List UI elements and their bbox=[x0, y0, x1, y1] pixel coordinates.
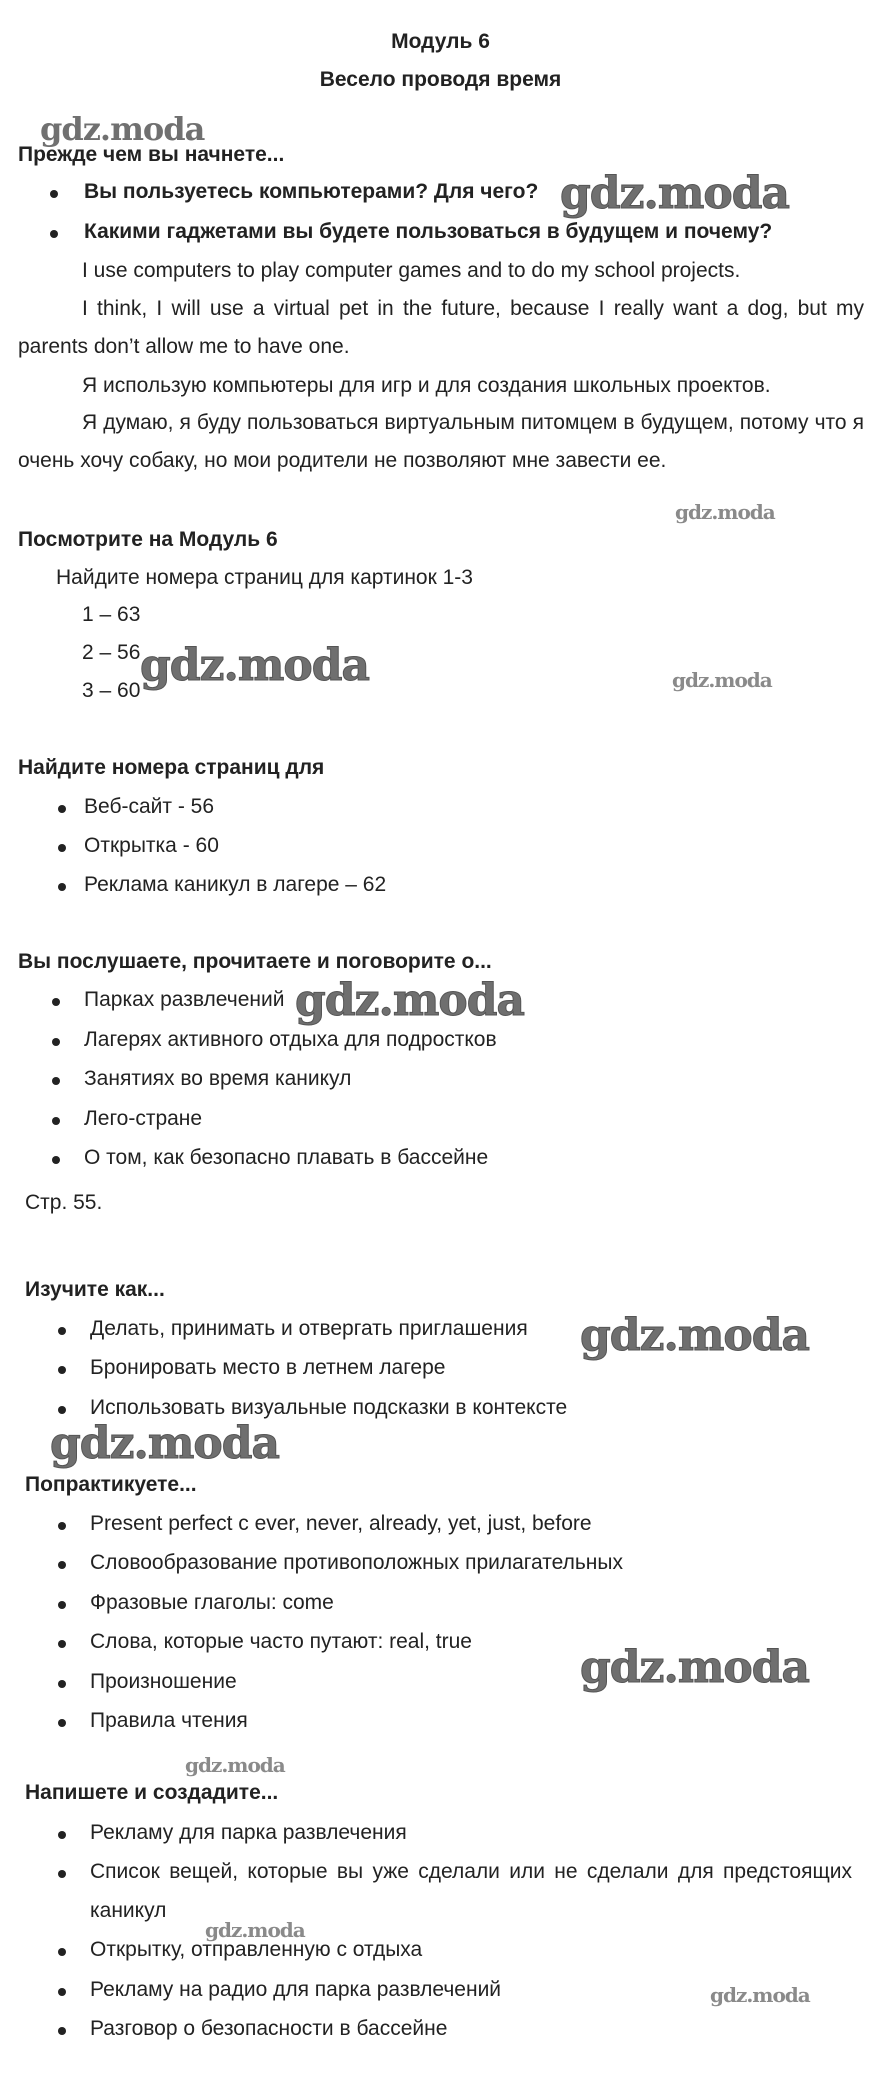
watermark-logo: gdz.moda bbox=[672, 668, 772, 692]
bullet-icon bbox=[58, 1522, 66, 1530]
watermark-logo: gdz.moda bbox=[580, 1310, 810, 1361]
bullet-icon bbox=[58, 1406, 66, 1414]
watermark-logo: gdz.moda bbox=[205, 1918, 305, 1942]
bullet-icon bbox=[58, 883, 66, 891]
answer-en-2: I think, I will use a virtual pet in the future, because I really want a dog, but my parents don’t allow me to have one. bbox=[18, 297, 864, 358]
watermark-logo: gdz.moda bbox=[580, 1642, 810, 1693]
section-heading-write: Напишете и создадите... bbox=[25, 1781, 279, 1804]
page-answer: 3 – 60 bbox=[82, 679, 141, 702]
bullet-icon bbox=[58, 1327, 66, 1335]
module-subtitle: Весело проводя время bbox=[319, 68, 562, 91]
bullet-icon bbox=[52, 1038, 60, 1046]
bullet-icon bbox=[58, 2027, 66, 2035]
answer-ru-2: Я думаю, я буду пользоваться виртуальным питомцем в будущем, потому что я очень хочу собаку, но мои родители не позволяют мне завести ее. bbox=[18, 411, 864, 472]
bullet-icon bbox=[58, 1870, 66, 1878]
bullet-icon bbox=[58, 1366, 66, 1374]
section-heading-before-start: Прежде чем вы начнете... bbox=[18, 143, 285, 166]
bullet-icon bbox=[58, 805, 66, 813]
bullet-icon bbox=[58, 1601, 66, 1609]
page-answer: 2 – 56 bbox=[82, 641, 141, 664]
watermark-logo: gdz.moda bbox=[710, 1983, 810, 2007]
watermark-logo: gdz.moda bbox=[560, 168, 790, 219]
look-task: Найдите номера страниц для картинок 1-3 bbox=[56, 566, 473, 589]
bullet-icon bbox=[58, 1561, 66, 1569]
page-answer: 1 – 63 bbox=[82, 603, 141, 626]
answer-ru-1: Я использую компьютеры для игр и для создания школьных проектов. bbox=[82, 374, 771, 397]
bullet-icon bbox=[58, 1988, 66, 1996]
bullet-icon bbox=[58, 1640, 66, 1648]
watermark-logo: gdz.moda bbox=[140, 640, 370, 691]
bullet-icon bbox=[58, 1948, 66, 1956]
watermark-logo: gdz.moda bbox=[185, 1753, 285, 1777]
bullet-icon bbox=[58, 1680, 66, 1688]
watermark-logo: gdz.moda bbox=[40, 110, 205, 148]
section-heading-listen: Вы послушаете, прочитаете и поговорите о... bbox=[18, 950, 492, 973]
bullet-icon bbox=[58, 1831, 66, 1839]
bullet-icon bbox=[50, 230, 58, 238]
bullet-icon bbox=[52, 1156, 60, 1164]
answer-en-1: I use computers to play computer games and to do my school projects. bbox=[82, 259, 741, 282]
module-title: Модуль 6 bbox=[391, 30, 490, 53]
bullet-icon bbox=[52, 998, 60, 1006]
section-heading-find: Найдите номера страниц для bbox=[18, 756, 325, 779]
watermark-logo: gdz.moda bbox=[675, 500, 775, 524]
bullet-icon bbox=[58, 844, 66, 852]
bullet-icon bbox=[58, 1719, 66, 1727]
page-note: Стр. 55. bbox=[25, 1191, 103, 1214]
watermark-logo: gdz.moda bbox=[50, 1418, 280, 1469]
list-item-continuation: каникул bbox=[90, 1899, 167, 1922]
section-heading-look: Посмотрите на Модуль 6 bbox=[18, 528, 278, 551]
bullet-icon bbox=[52, 1077, 60, 1085]
watermark-logo: gdz.moda bbox=[295, 975, 525, 1026]
section-heading-learn: Изучите как... bbox=[25, 1278, 165, 1301]
section-heading-practice: Попрактикуете... bbox=[25, 1473, 197, 1496]
bullet-icon bbox=[52, 1117, 60, 1125]
bullet-icon bbox=[50, 190, 58, 198]
